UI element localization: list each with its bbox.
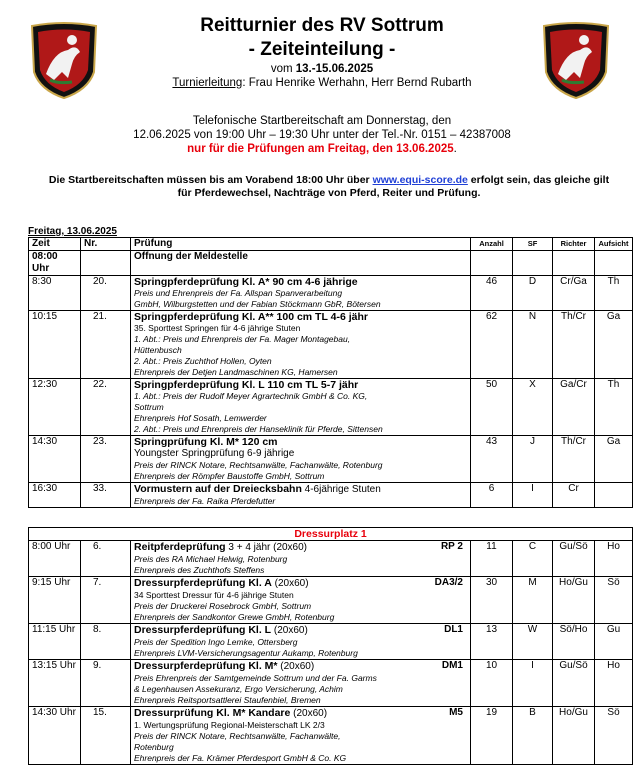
table-row bbox=[29, 436, 633, 483]
col-nr: Nr. bbox=[81, 238, 131, 251]
notice-part-1: Die Startbereitschaften müssen bis am Vorabend 18:00 Uhr über bbox=[48, 174, 373, 186]
row-time: 9:15 Uhr bbox=[29, 577, 81, 624]
competition-title-extra: 3 + 4 jähr (20x60) bbox=[225, 542, 308, 553]
row-anzahl: 62 bbox=[471, 311, 513, 379]
document-subtitle: - Zeiteinteilung - bbox=[248, 39, 396, 60]
table-row bbox=[29, 660, 633, 707]
phone-line-2: 12.06.2025 von 19:00 Uhr – 19:30 Uhr unter der Tel.-Nr. 0151 – 42387008 bbox=[133, 129, 511, 141]
sponsor-line: 2. Abt.: Preis und Ehrenpreis der Hanseklinik für Pferde, Sittensen bbox=[134, 424, 383, 434]
description-line: 1. Wertungsprüfung Regional-Meisterschaft LK 2/3 bbox=[134, 720, 325, 730]
document-title: Reitturnier des RV Sottrum bbox=[200, 15, 444, 36]
day-heading: Freitag, 13.06.2025 bbox=[28, 226, 117, 237]
competition-title: Dressurprüfung Kl. M* Kandare bbox=[134, 707, 291, 719]
col-pruefung: Prüfung bbox=[131, 238, 471, 251]
sponsor-line: & Legenhausen Assekuranz, Ergo Versicherung, Achim bbox=[134, 684, 343, 694]
notice-part-2: erfolgt sein, das gleiche gilt bbox=[467, 174, 610, 186]
row-sf: X bbox=[513, 379, 553, 436]
management-value: : Frau Henrike Werhahn, Herr Bernd Rubarth bbox=[242, 77, 472, 89]
schedule-table-dressage bbox=[28, 527, 633, 765]
table-row bbox=[29, 577, 633, 624]
row-time: 14:30 Uhr bbox=[29, 707, 81, 765]
row-pruefung bbox=[131, 311, 471, 379]
competition-title-line bbox=[134, 276, 467, 288]
competition-title: Dressurpferdeprüfung Kl. M* bbox=[134, 660, 278, 672]
col-anzahl: Anzahl bbox=[471, 238, 513, 251]
row-time: 11:15 Uhr bbox=[29, 624, 81, 660]
row-nr: 6. bbox=[81, 541, 131, 577]
opening-sf bbox=[513, 251, 553, 276]
sponsor-line: Preis der Spedition Ingo Lemke, Ottersberg bbox=[134, 637, 298, 647]
col-aufsicht: Aufsicht bbox=[595, 238, 633, 251]
sponsor-line: Ehrenpreis des Zuchthofs Steffens bbox=[134, 565, 265, 575]
club-crest-logo-right bbox=[540, 22, 612, 100]
row-anzahl: 10 bbox=[471, 660, 513, 707]
table-row bbox=[29, 541, 633, 577]
row-time: 8:30 bbox=[29, 276, 81, 311]
row-nr: 33. bbox=[81, 483, 131, 508]
row-sf: B bbox=[513, 707, 553, 765]
notice-line-1 bbox=[24, 174, 634, 187]
competition-title: Springpferdeprüfung Kl. L 110 cm TL 5-7 jähr bbox=[134, 379, 359, 391]
sponsor-line: Preis der RINCK Notare, Rechtsanwälte, Fachanwälte, bbox=[134, 731, 341, 741]
competition-title: Springpferdeprüfung Kl. A* 90 cm 4-6 jährige bbox=[134, 276, 358, 288]
description-line: 34 Sporttest Dressur für 4-6 jährige Stuten bbox=[134, 590, 294, 600]
sponsor-line: GmbH, Wilburgstetten und der Fabian Stöckmann GbR, Bötersen bbox=[134, 299, 381, 309]
row-sf: N bbox=[513, 311, 553, 379]
row-nr: 23. bbox=[81, 436, 131, 483]
competition-title: Reitpferdeprüfung bbox=[134, 541, 226, 553]
row-richter: Cr/Ga bbox=[553, 276, 595, 311]
row-richter: Th/Cr bbox=[553, 436, 595, 483]
start-readiness-notice bbox=[24, 174, 634, 200]
row-anzahl: 50 bbox=[471, 379, 513, 436]
row-time: 13:15 Uhr bbox=[29, 660, 81, 707]
table-row bbox=[29, 379, 633, 436]
row-aufsicht: Ho bbox=[595, 541, 633, 577]
table-header-row bbox=[29, 238, 633, 251]
description-line: Youngster Springprüfung 6-9 jährige bbox=[134, 448, 295, 459]
row-pruefung bbox=[131, 660, 471, 707]
competition-title-extra: (20x60) bbox=[271, 578, 309, 589]
sponsor-line: Ehrenpreis der Fa. Krämer Pferdesport GmbH & Co. KG bbox=[134, 753, 347, 763]
competition-title-line bbox=[134, 577, 467, 590]
row-richter: Th/Cr bbox=[553, 311, 595, 379]
sponsor-line: 1. Abt.: Preis und Ehrenpreis der Fa. Mager Montagebau, bbox=[134, 334, 351, 344]
competition-title-line bbox=[134, 379, 467, 391]
table-row bbox=[29, 707, 633, 765]
row-sf: I bbox=[513, 483, 553, 508]
phone-line-3 bbox=[30, 142, 614, 156]
row-anzahl: 19 bbox=[471, 707, 513, 765]
competition-title-line bbox=[134, 311, 467, 323]
row-sf: D bbox=[513, 276, 553, 311]
dressage-test-code: DM1 bbox=[441, 660, 463, 671]
row-richter: Ho/Gu bbox=[553, 577, 595, 624]
sponsor-line: Preis und Ehrenpreis der Fa. Allspan Spanverarbeitung bbox=[134, 288, 343, 298]
row-time: 8:00 Uhr bbox=[29, 541, 81, 577]
section-row bbox=[29, 528, 633, 541]
row-anzahl: 13 bbox=[471, 624, 513, 660]
row-pruefung bbox=[131, 541, 471, 577]
sponsor-line: Ehrenpreis der Detjen Landmaschinen KG, Hamersen bbox=[134, 367, 338, 377]
row-nr: 8. bbox=[81, 624, 131, 660]
row-sf: W bbox=[513, 624, 553, 660]
row-aufsicht: Ho bbox=[595, 660, 633, 707]
document-header bbox=[100, 14, 544, 90]
row-richter: Gu/Sö bbox=[553, 660, 595, 707]
col-sf: SF bbox=[513, 238, 553, 251]
sponsor-line: Rotenburg bbox=[134, 742, 174, 752]
sponsor-line: Ehrenpreis der Römpfer Baustoffe GmbH, Sottrum bbox=[134, 471, 325, 481]
opening-anzahl bbox=[471, 251, 513, 276]
row-aufsicht: Sö bbox=[595, 577, 633, 624]
sponsor-line: Ehrenpreis der Fa. Raika Pferdefutter bbox=[134, 496, 276, 506]
sponsor-line: Preis Ehrenpreis der Samtgemeinde Sottrum und der Fa. Garms bbox=[134, 673, 377, 683]
competition-title-line bbox=[134, 707, 467, 720]
row-aufsicht: Th bbox=[595, 276, 633, 311]
description-line: 35. Sporttest Springen für 4-6 jährige Stuten bbox=[134, 323, 301, 333]
notice-line-2: für Pferdewechsel, Nachträge von Pferd, Reiter und Prüfung. bbox=[177, 187, 481, 199]
dressage-test-code: DA3/2 bbox=[434, 577, 463, 588]
dressage-test-code: M5 bbox=[449, 707, 463, 718]
opening-time: 08:00 Uhr bbox=[29, 251, 81, 276]
row-pruefung bbox=[131, 436, 471, 483]
section-title-dressurplatz: Dressurplatz 1 bbox=[29, 528, 633, 541]
competition-title-extra: (20x60) bbox=[277, 661, 315, 672]
competition-title: Springprüfung Kl. M* 120 cm bbox=[134, 436, 278, 448]
row-sf: M bbox=[513, 577, 553, 624]
competition-title: Dressurpferdeprüfung Kl. A bbox=[134, 577, 272, 589]
competition-title: Dressurpferdeprüfung Kl. L bbox=[134, 624, 272, 636]
row-aufsicht: Th bbox=[595, 379, 633, 436]
row-pruefung bbox=[131, 707, 471, 765]
row-richter: Ga/Cr bbox=[553, 379, 595, 436]
table-row bbox=[29, 311, 633, 379]
row-pruefung bbox=[131, 577, 471, 624]
competition-title: Springpferdeprüfung Kl. A** 100 cm TL 4-6 jähr bbox=[134, 311, 368, 323]
row-richter: Gu/Sö bbox=[553, 541, 595, 577]
dressage-test-code: DL1 bbox=[444, 624, 463, 635]
opening-row bbox=[29, 251, 633, 276]
phone-line-1: Telefonische Startbereitschaft am Donnerstag, den bbox=[192, 115, 452, 127]
row-aufsicht: Ga bbox=[595, 311, 633, 379]
table-row bbox=[29, 276, 633, 311]
sponsor-line: 1. Abt.: Preis der Rudolf Meyer Agrartechnik GmbH & Co. KG, bbox=[134, 391, 368, 401]
row-sf: I bbox=[513, 660, 553, 707]
competition-title-extra: 4-6jährige Stuten bbox=[301, 484, 381, 495]
phone-line-3-end: . bbox=[453, 143, 457, 155]
sponsor-line: Hüttenbusch bbox=[134, 345, 182, 355]
club-crest-logo-left bbox=[28, 22, 100, 100]
competition-title-line bbox=[134, 660, 467, 673]
row-richter: Sö/Ho bbox=[553, 624, 595, 660]
date-value: 13.-15.06.2025 bbox=[295, 63, 374, 75]
sponsor-line: Ehrenpreis der Sandkontor Grewe GmbH, Rotenburg bbox=[134, 612, 335, 622]
opening-nr bbox=[81, 251, 131, 276]
row-sf: J bbox=[513, 436, 553, 483]
row-time: 10:15 bbox=[29, 311, 81, 379]
competition-title-line bbox=[134, 483, 467, 496]
row-richter: Cr bbox=[553, 483, 595, 508]
phone-line-3-red: nur für die Prüfungen am Freitag, den 13.06.2025 bbox=[187, 143, 454, 155]
competition-title-extra: (20x60) bbox=[271, 625, 308, 636]
sponsor-line: 2. Abt.: Preis Zuchthof Hollen, Oyten bbox=[134, 356, 272, 366]
sponsor-line: Ehrenpreis LVM-Versicherungsagentur Aukamp, Rotenburg bbox=[134, 648, 358, 658]
row-time: 14:30 bbox=[29, 436, 81, 483]
row-aufsicht: Sö bbox=[595, 707, 633, 765]
competition-title-line bbox=[134, 624, 467, 637]
row-time: 12:30 bbox=[29, 379, 81, 436]
row-time: 16:30 bbox=[29, 483, 81, 508]
sponsor-line: Preis des RA Michael Helwig, Rotenburg bbox=[134, 554, 288, 564]
dressage-test-code: RP 2 bbox=[440, 541, 463, 552]
row-anzahl: 30 bbox=[471, 577, 513, 624]
date-range bbox=[100, 62, 544, 76]
competition-title-line bbox=[134, 436, 467, 448]
tournament-management bbox=[100, 76, 544, 90]
opening-aufsicht bbox=[595, 251, 633, 276]
row-anzahl: 6 bbox=[471, 483, 513, 508]
competition-title: Vormustern auf der Dreiecksbahn bbox=[134, 483, 302, 495]
table-row bbox=[29, 483, 633, 508]
row-anzahl: 46 bbox=[471, 276, 513, 311]
management-label: Turnierleitung bbox=[172, 77, 243, 89]
row-anzahl: 11 bbox=[471, 541, 513, 577]
row-nr: 21. bbox=[81, 311, 131, 379]
row-aufsicht bbox=[595, 483, 633, 508]
competition-title-extra: (20x60) bbox=[290, 708, 328, 719]
opening-text: Öffnung der Meldestelle bbox=[131, 251, 471, 276]
row-pruefung bbox=[131, 483, 471, 508]
row-pruefung bbox=[131, 624, 471, 660]
col-zeit: Zeit bbox=[29, 238, 81, 251]
row-nr: 15. bbox=[81, 707, 131, 765]
sponsor-line: Ehrenpreis Reitsportsattlerei Staufenbiel, Bremen bbox=[134, 695, 321, 705]
sponsor-line: Sottrum bbox=[134, 402, 164, 412]
date-prefix: vom bbox=[270, 63, 296, 75]
equi-score-link[interactable]: www.equi-score.de bbox=[372, 174, 468, 186]
sponsor-line: Preis der RINCK Notare, Rechtsanwälte, Fachanwälte, Rotenburg bbox=[134, 460, 383, 470]
row-nr: 7. bbox=[81, 577, 131, 624]
table-row bbox=[29, 624, 633, 660]
row-anzahl: 43 bbox=[471, 436, 513, 483]
schedule-table-jumping bbox=[28, 237, 633, 508]
row-sf: C bbox=[513, 541, 553, 577]
row-pruefung bbox=[131, 276, 471, 311]
row-nr: 20. bbox=[81, 276, 131, 311]
row-pruefung bbox=[131, 379, 471, 436]
competition-title-line bbox=[134, 541, 467, 554]
row-nr: 22. bbox=[81, 379, 131, 436]
row-nr: 9. bbox=[81, 660, 131, 707]
opening-richter bbox=[553, 251, 595, 276]
phone-readiness-info bbox=[30, 114, 614, 156]
sponsor-line: Ehrenpreis Hof Sosath, Lemwerder bbox=[134, 413, 267, 423]
row-aufsicht: Gu bbox=[595, 624, 633, 660]
col-richter: Richter bbox=[553, 238, 595, 251]
sponsor-line: Preis der Druckerei Rosebrock GmbH, Sottrum bbox=[134, 601, 312, 611]
row-aufsicht: Ga bbox=[595, 436, 633, 483]
row-richter: Ho/Gu bbox=[553, 707, 595, 765]
